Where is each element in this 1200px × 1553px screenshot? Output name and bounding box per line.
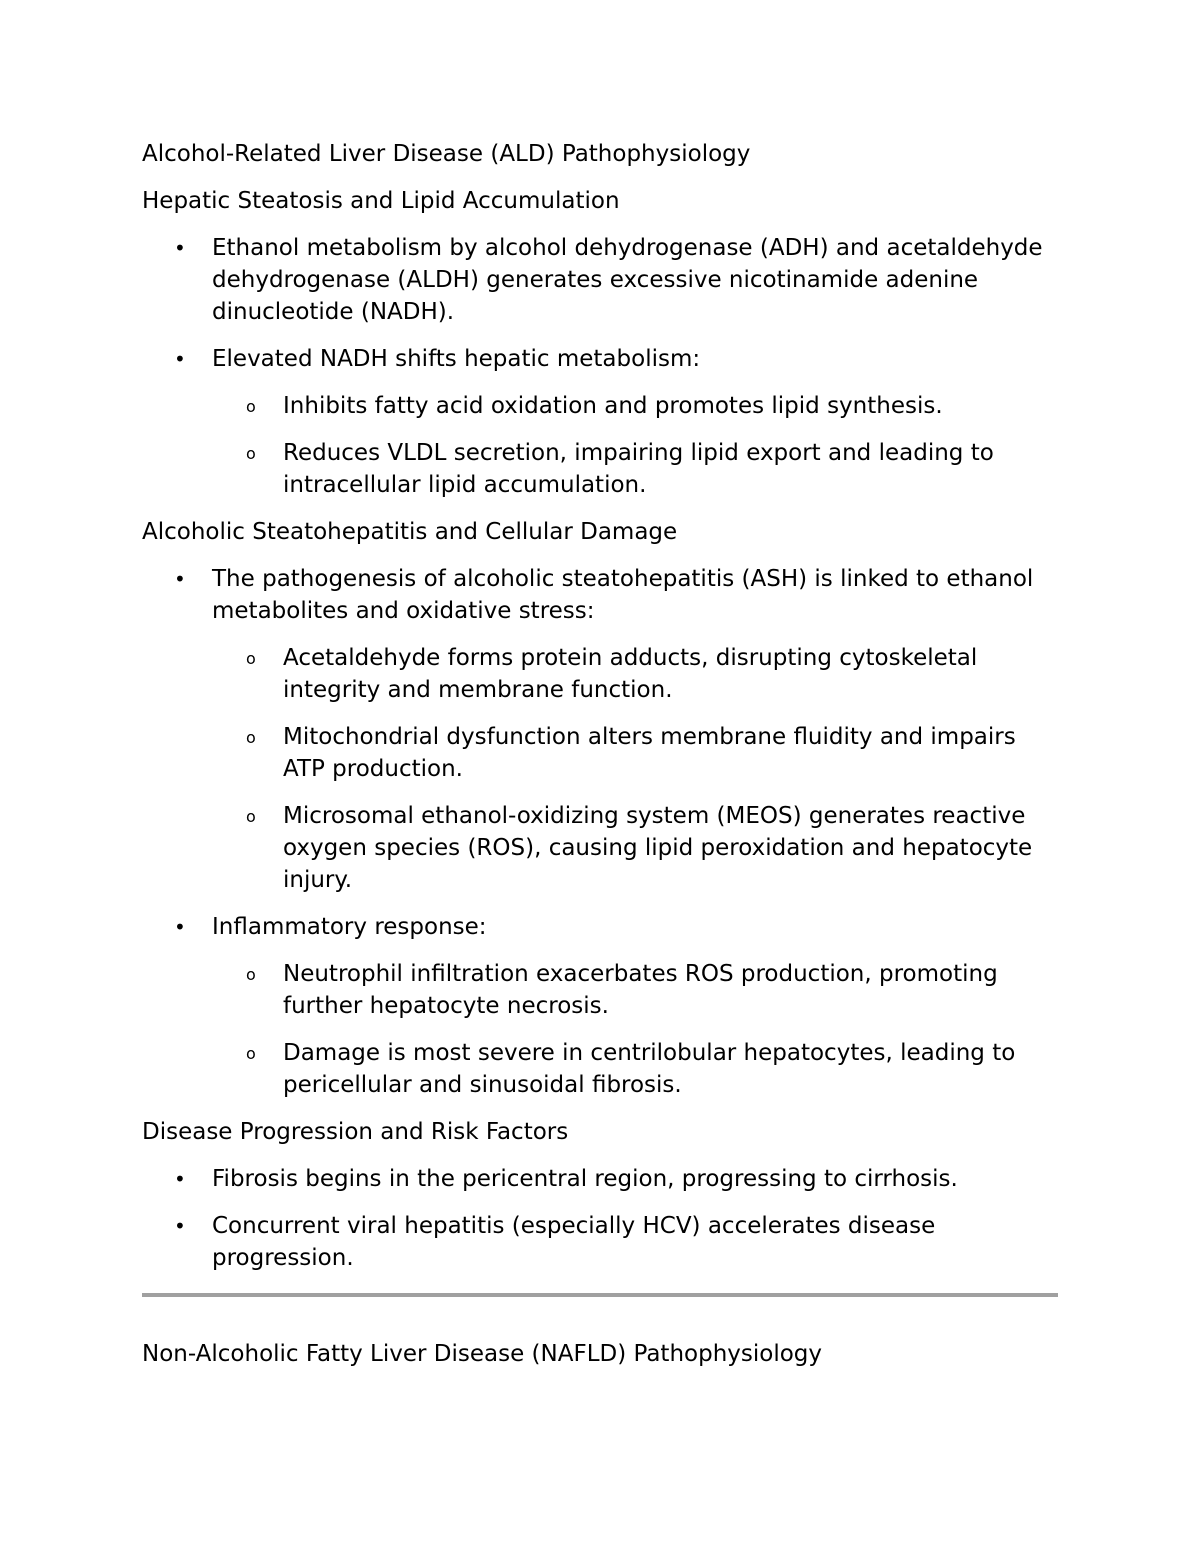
sub-list-item — [212, 437, 1058, 501]
bullet-icon: • — [174, 1167, 186, 1191]
sub-bullet-list — [212, 390, 1058, 501]
sub-bullet-list — [212, 958, 1058, 1101]
sub-list-item-text: Microsomal ethanol-oxidizing system (MEOS) generates reactive oxygen species (ROS), causing lipid peroxidation and hepatocyte injury. — [283, 803, 1033, 893]
sub-bullet-list — [212, 642, 1058, 896]
list-item — [142, 232, 1058, 328]
bullet-icon: • — [174, 1214, 186, 1238]
sub-bullet-icon: o — [246, 397, 256, 416]
list-item-text: Elevated NADH shifts hepatic metabolism: — [212, 346, 701, 372]
list-item — [142, 1163, 1058, 1195]
sub-list-item-text: Mitochondrial dysfunction alters membrane fluidity and impairs ATP production. — [283, 724, 1016, 782]
bullet-icon: • — [174, 567, 186, 591]
sections-container — [142, 185, 1058, 1274]
bullet-list — [142, 1163, 1058, 1274]
document-body — [142, 138, 1058, 1289]
bullet-icon: • — [174, 347, 186, 371]
horizontal-divider — [142, 1293, 1058, 1297]
bullet-icon: • — [174, 915, 186, 939]
section-heading: Disease Progression and Risk Factors — [142, 1119, 569, 1145]
list-item-text: The pathogenesis of alcoholic steatohepatitis (ASH) is linked to ethanol metabolites and oxidative stress: — [212, 566, 1034, 624]
sub-bullet-icon: o — [246, 1044, 256, 1063]
sub-list-item-text: Neutrophil infiltration exacerbates ROS production, promoting further hepatocyte necrosis. — [283, 961, 998, 1019]
list-item — [142, 1210, 1058, 1274]
sub-list-item-text: Inhibits fatty acid oxidation and promotes lipid synthesis. — [283, 393, 943, 419]
sub-bullet-icon: o — [246, 444, 256, 463]
list-item — [142, 911, 1058, 1101]
list-item-text: Concurrent viral hepatitis (especially HCV) accelerates disease progression. — [212, 1213, 936, 1271]
bullet-icon: • — [174, 236, 186, 260]
sub-bullet-icon: o — [246, 728, 256, 747]
list-item — [142, 563, 1058, 896]
sub-list-item — [212, 390, 1058, 422]
section-heading: Hepatic Steatosis and Lipid Accumulation — [142, 188, 620, 214]
sub-list-item — [212, 721, 1058, 785]
sub-bullet-icon: o — [246, 649, 256, 668]
sub-list-item — [212, 958, 1058, 1022]
sub-list-item — [212, 800, 1058, 896]
sub-bullet-icon: o — [246, 807, 256, 826]
section-heading: Alcoholic Steatohepatitis and Cellular Damage — [142, 519, 678, 545]
document-title: Alcohol-Related Liver Disease (ALD) Pathophysiology — [142, 141, 751, 167]
list-item — [142, 343, 1058, 501]
sub-list-item-text: Acetaldehyde forms protein adducts, disrupting cytoskeletal integrity and membrane function. — [283, 645, 978, 703]
list-item-text: Fibrosis begins in the pericentral region, progressing to cirrhosis. — [212, 1166, 958, 1192]
sub-bullet-icon: o — [246, 965, 256, 984]
bullet-list — [142, 232, 1058, 501]
bullet-list — [142, 563, 1058, 1101]
sub-list-item — [212, 642, 1058, 706]
sub-list-item — [212, 1037, 1058, 1101]
list-item-text: Ethanol metabolism by alcohol dehydrogenase (ADH) and acetaldehyde dehydrogenase (ALDH) generates excessive nicotinamide adenine dinucleotide (NADH). — [212, 235, 1043, 325]
sub-list-item-text: Reduces VLDL secretion, impairing lipid export and leading to intracellular lipid accumulation. — [283, 440, 994, 498]
sub-list-item-text: Damage is most severe in centrilobular hepatocytes, leading to pericellular and sinusoidal fibrosis. — [283, 1040, 1016, 1098]
next-section-title: Non-Alcoholic Fatty Liver Disease (NAFLD) Pathophysiology — [142, 1341, 823, 1367]
list-item-text: Inflammatory response: — [212, 914, 487, 940]
